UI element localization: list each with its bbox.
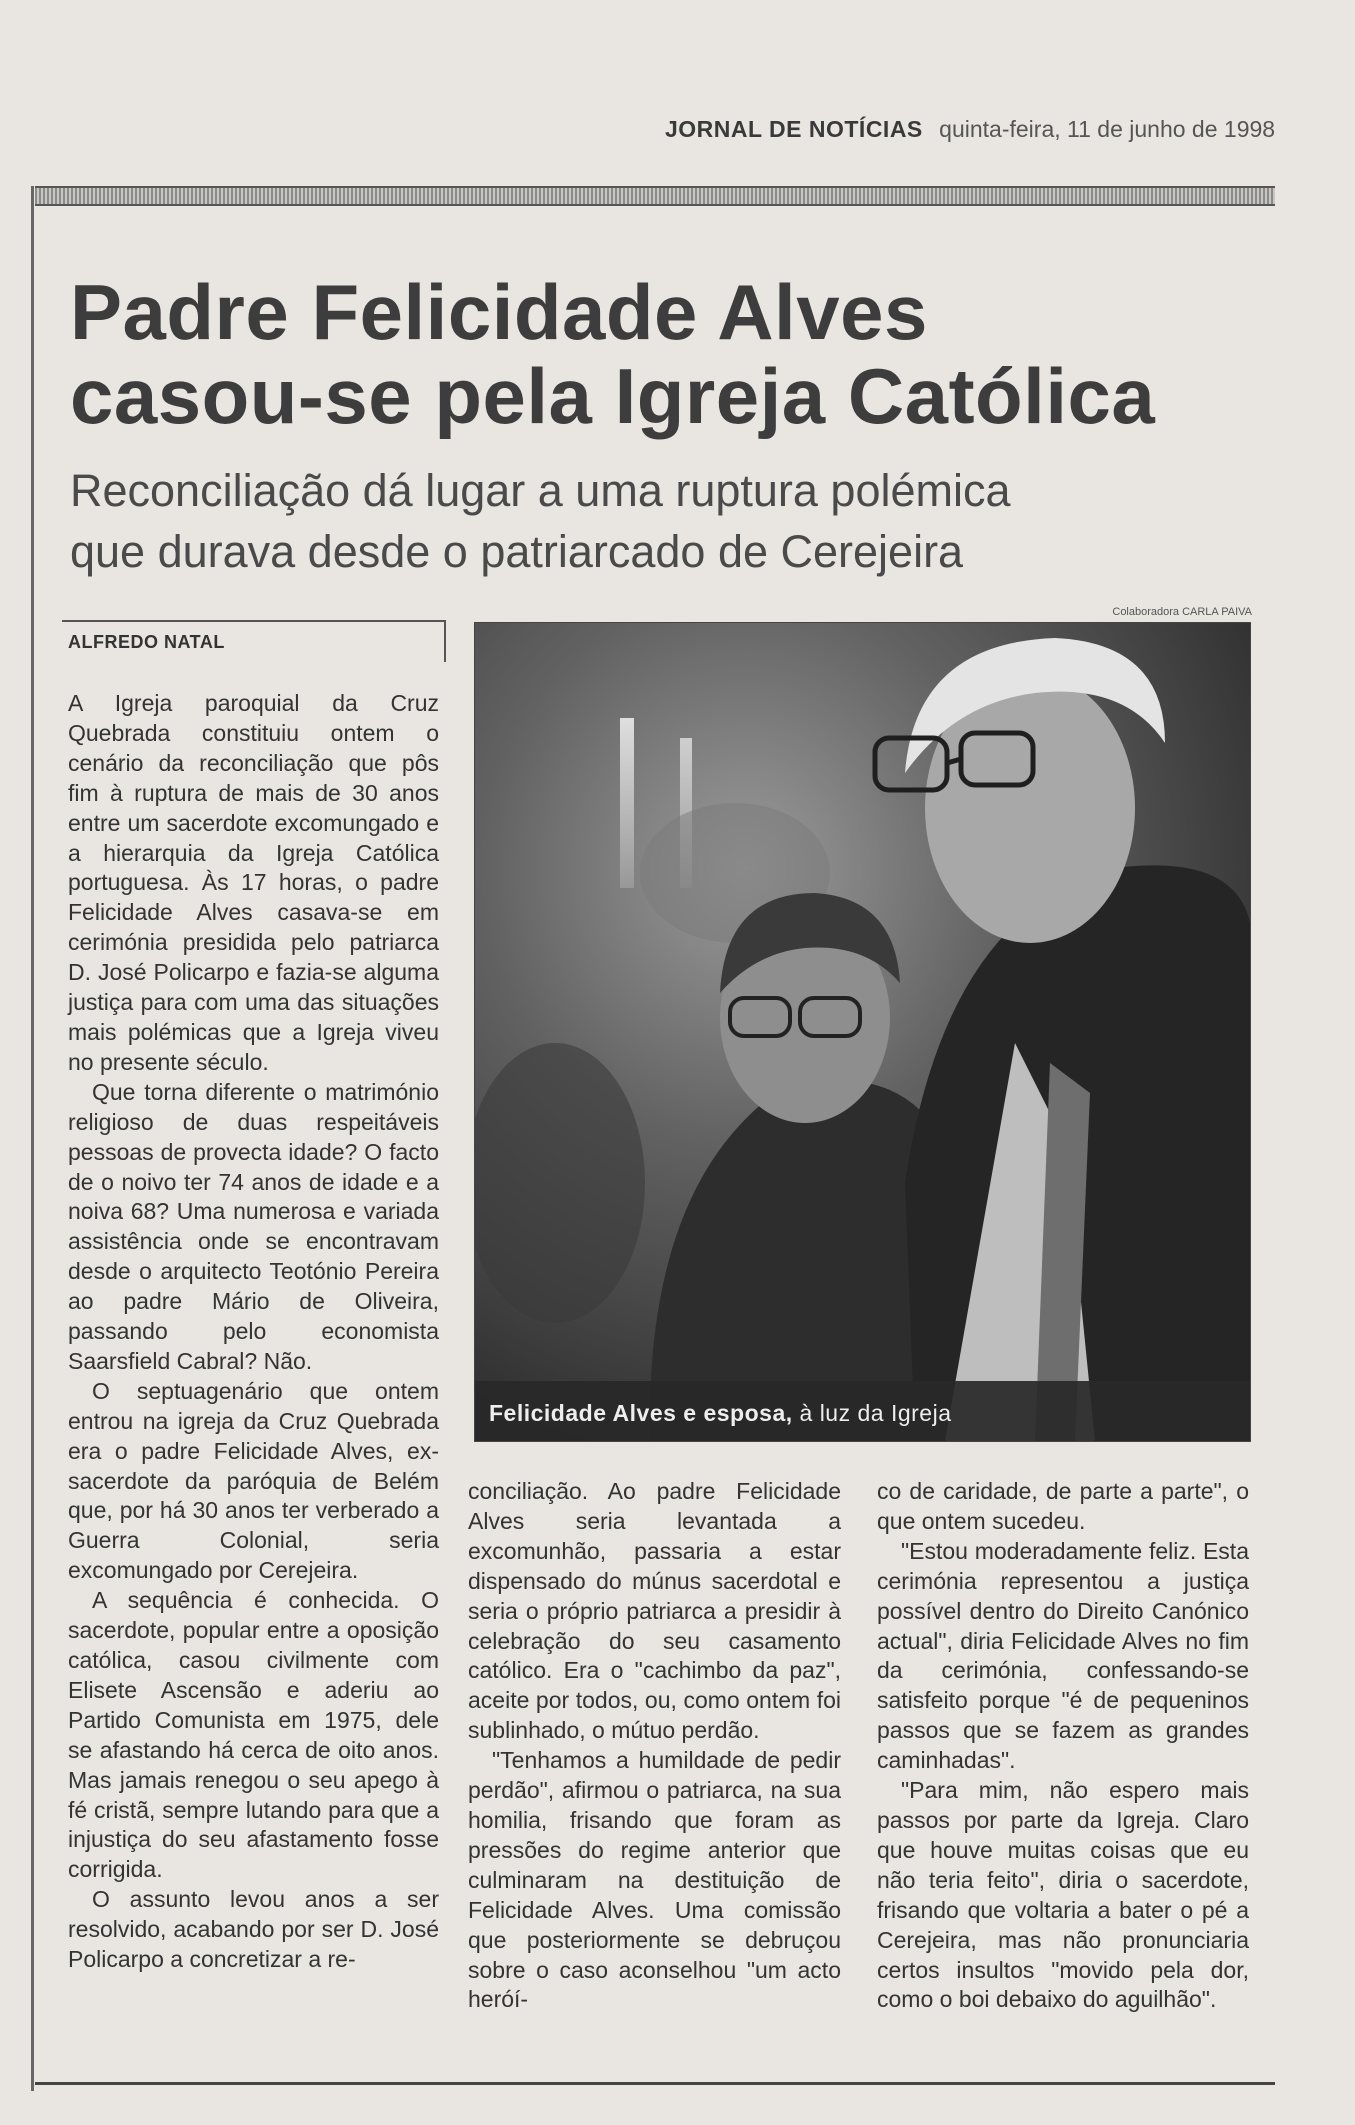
paragraph: O septuagenário que ontem entrou na igreja da Cruz Quebrada era o padre Felicidade Alves, ex-sacerdote da paróquia de Belém que, por há 30 anos ter verberado a Guerra Colonial, seria excomungado por Cerejeira. [68,1377,439,1584]
paragraph: "Estou moderadamente feliz. Esta cerimónia representou a justiça possível dentro do Direito Canónico actual", diria Felicidade Alves no fim da cerimónia, confessando-se satisfeito porque "é de pequeninos passos que se fazem as grandes caminhadas". [877,1537,1249,1774]
headline-line-2: casou-se pela Igreja Católica [70,352,1156,440]
paragraph: Que torna diferente o matrimónio religioso de duas respeitáveis pessoas de provecta idade? O facto de o noivo ter 74 anos de idade e a noiva 68? Uma numerosa e variada assistência onde se encontravam desde o arquitecto Teotónio Pereira ao padre Mário de Oliveira, passando pelo economista Saarsfield Cabral? Não. [68,1078,439,1374]
photo-illustration [475,623,1250,1441]
page-header [665,116,1275,143]
subheadline-line-2: que durava desde o patriarcado de Cerejeira [70,526,964,577]
headline-line-1: Padre Felicidade Alves [70,268,928,356]
paragraph: A sequência é conhecida. O sacerdote, popular entre a oposição católica, casou civilmente com Elisete Ascensão e aderiu ao Partido Comunista em 1975, dele se afastando há cerca de oito anos. Mas jamais renegou o seu apego à fé cristã, sempre lutando para que a injustiça do seu afastamento fosse corrigida. [68,1587,439,1883]
footer-rule [35,2082,1275,2085]
header-rule [35,186,1275,206]
paragraph: A Igreja paroquial da Cruz Quebrada constituiu ontem o cenário da reconciliação que pôs fim à ruptura de mais de 30 anos entre um sacerdote excomungado e a hierarquia da Igreja Católica portuguesa. Às 17 horas, o padre Felicidade Alves casava-se em cerimónia presidida pelo patriarca D. José Policarpo e fazia-se alguma justiça para com uma das situações mais polémicas que a Igreja viveu no presente século. [68,690,439,1075]
article-photo [474,622,1251,1442]
subheadline [70,460,1270,582]
photo-credit: Colaboradora CARLA PAIVA [1112,606,1252,618]
publication-name: JORNAL DE NOTÍCIAS [665,116,923,142]
publication-date: quinta-feira, 11 de junho de 1998 [939,116,1276,142]
caption-rest: à luz da Igreja [792,1400,952,1426]
byline: ALFREDO NATAL [68,632,225,652]
body-column-2 [468,1477,841,2015]
body-column-3 [877,1477,1249,2015]
paragraph: co de caridade, de parte a parte", o que ontem sucedeu. [877,1478,1249,1534]
paragraph: "Tenhamos a humildade de pedir perdão", afirmou o patriarca, na sua homilia, frisando que foram as pressões do regime anterior que culminaram na destituição de Felicidade Alves. Uma comissão que posteriormente se debruçou sobre o caso aconselhou "um acto heróí- [468,1747,841,2013]
subheadline-line-1: Reconciliação dá lugar a uma ruptura polémica [70,465,1011,516]
photo-caption [489,1400,952,1427]
paragraph: "Para mim, não espero mais passos por parte da Igreja. Claro que houve muitas coisas que eu não teria feito", diria o sacerdote, frisando que voltaria a bater o pé a Cerejeira, mas não pronunciaria certos insultos "movido pela dor, como o boi debaixo do aguilhão". [877,1777,1249,2013]
margin-rule [31,186,34,2091]
body-column-1 [68,689,439,1975]
caption-names: Felicidade Alves e esposa, [489,1400,793,1426]
paragraph: O assunto levou anos a ser resolvido, acabando por ser D. José Policarpo a concretizar a re- [68,1886,439,1973]
headline [70,270,1290,438]
paragraph: conciliação. Ao padre Felicidade Alves seria levantada a excomunhão, passaria a estar dispensado do múnus sacerdotal e seria o próprio patriarca a presidir à celebração do seu casamento católico. Era o "cachimbo da paz", aceite por todos, ou, como ontem foi sublinhado, o mútuo perdão. [468,1478,841,1744]
